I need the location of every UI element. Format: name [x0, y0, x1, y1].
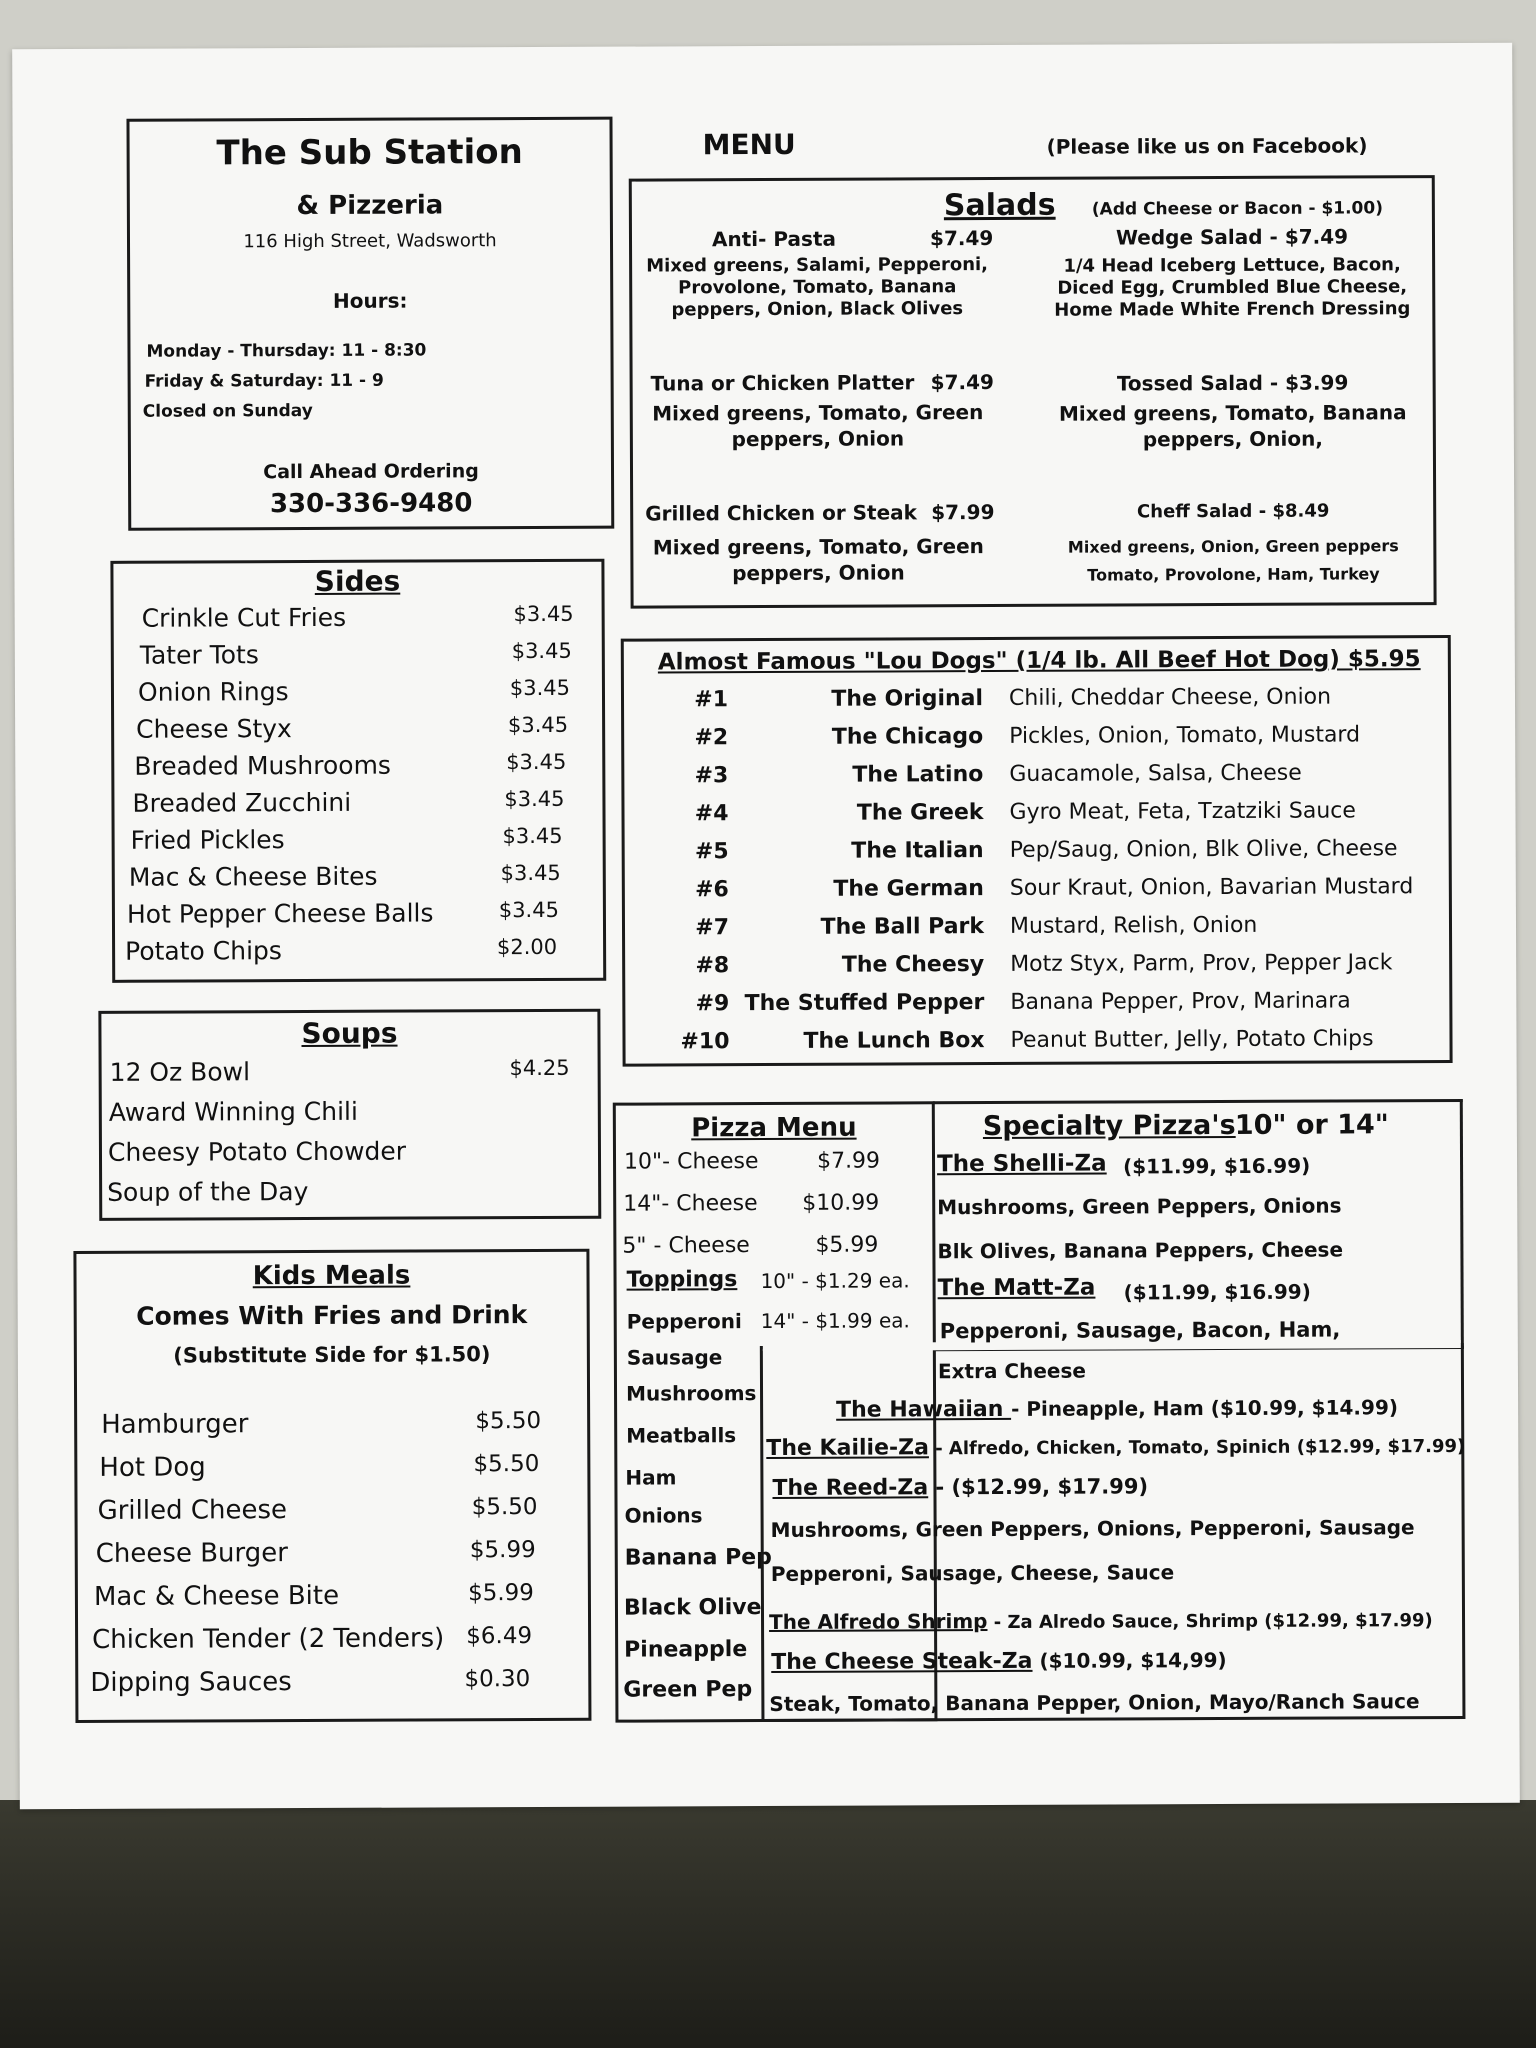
tuna-price: $7.49	[930, 370, 994, 395]
soup-item	[110, 1056, 570, 1087]
restaurant-subtitle: & Pizzeria	[296, 190, 444, 222]
salads-title: Salads	[943, 187, 1056, 224]
lou-dog-num: #1	[694, 687, 729, 713]
kids-meal-item	[96, 1537, 536, 1569]
sides-title: Sides	[314, 564, 401, 598]
toppings-label: Toppings	[626, 1267, 738, 1293]
wedge-name: Wedge Salad - $7.49	[1115, 224, 1349, 250]
hawaiian-name: The Hawaiian	[836, 1396, 1012, 1423]
grilled-salad-price: $7.99	[931, 499, 995, 525]
lou-dog-name: The Greek	[856, 800, 984, 826]
cheff-desc-2: Tomato, Provolone, Ham, Turkey	[1087, 564, 1380, 585]
lou-dog-num: #5	[694, 839, 729, 865]
hawaiian-desc: - Pineapple, Ham ($10.99, $14.99)	[1010, 1395, 1399, 1421]
lou-dogs-title: Almost Famous "Lou Dogs" (1/4 lb. All Beef Hot Dog) $5.95	[657, 646, 1421, 676]
side-item-name: Crinkle Cut Fries	[141, 602, 347, 633]
soup-item	[109, 1096, 569, 1127]
side-item-price: $3.45	[507, 712, 569, 738]
cheff-name: Cheff Salad - $8.49	[1136, 500, 1330, 523]
pizza-title: Pizza Menu	[691, 1112, 857, 1144]
shelli-za-name: The Shelli-Za	[936, 1150, 1107, 1178]
side-item	[125, 935, 557, 966]
kids-meal-item-name: Dipping Sauces	[90, 1667, 292, 1698]
hawaiian-line	[836, 1395, 1398, 1422]
topping-price-14: 14" - $1.99 ea.	[760, 1308, 910, 1334]
cheese-steak-za-desc: Steak, Tomato, Banana Pepper, Onion, Mayo/Ranch Sauce	[769, 1689, 1420, 1716]
lou-dog-item	[659, 1026, 1373, 1054]
side-item-price: $3.45	[509, 675, 571, 701]
header-box	[126, 117, 614, 531]
lou-dog-num: #2	[694, 725, 729, 751]
wedge-desc-2: Diced Egg, Crumbled Blue Cheese,	[1057, 276, 1408, 299]
lou-dog-item	[659, 836, 1398, 864]
matt-za-price: ($11.99, $16.99)	[1123, 1279, 1311, 1305]
lou-dog-num: #3	[694, 763, 729, 789]
topping-price-10: 10" - $1.29 ea.	[760, 1268, 910, 1294]
side-item	[131, 824, 563, 855]
side-item-name: Tater Tots	[139, 640, 259, 670]
reed-za-name: The Reed-Za	[772, 1475, 929, 1501]
alfredo-shrimp-name: The Alfredo Shrimp	[768, 1609, 988, 1634]
soup-item	[107, 1176, 567, 1207]
topping-item: Sausage	[626, 1345, 723, 1370]
antipasta-desc-1: Mixed greens, Salami, Pepperoni,	[646, 254, 989, 277]
pizza-size-item	[622, 1233, 878, 1259]
kids-meal-item	[97, 1494, 537, 1526]
pizza-size-item-price: $5.99	[815, 1232, 879, 1258]
lou-dog-name: The Ball Park	[820, 914, 985, 940]
lou-dog-item	[659, 913, 1257, 941]
kailie-za-name: The Kailie-Za	[766, 1435, 929, 1462]
side-item-name: Cheese Styx	[136, 714, 292, 744]
pizza-size-item-name: 10"- Cheese	[623, 1149, 759, 1175]
specialty-title: Specialty Pizza's	[982, 1109, 1236, 1143]
lou-dog-desc: Gyro Meat, Feta, Tzatziki Sauce	[1009, 798, 1356, 825]
side-item	[127, 898, 559, 929]
lou-dog-item	[658, 798, 1356, 826]
shelli-za-desc-2: Blk Olives, Banana Peppers, Cheese	[937, 1237, 1344, 1264]
topping-item: Banana Pep	[624, 1544, 772, 1571]
lou-dog-num: #4	[694, 801, 729, 827]
salads-box	[629, 175, 1437, 609]
lou-dog-item	[658, 761, 1302, 789]
side-item-price: $2.00	[496, 934, 558, 960]
soup-item-name: 12 Oz Bowl	[109, 1057, 251, 1087]
topping-item: Black Olive	[623, 1595, 762, 1621]
lou-dog-name: The Chicago	[831, 724, 984, 750]
kids-meal-item-price: $5.50	[471, 1494, 538, 1521]
soup-item-name: Soup of the Day	[107, 1176, 309, 1207]
side-item-name: Hot Pepper Cheese Balls	[126, 898, 434, 929]
lou-dog-desc: Sour Kraut, Onion, Bavarian Mustard	[1009, 874, 1414, 901]
soup-item-name: Cheesy Potato Chowder	[107, 1136, 407, 1167]
kids-meal-item-price: $5.50	[473, 1450, 540, 1478]
lou-dog-item	[659, 988, 1351, 1016]
topping-item: Mushrooms	[625, 1381, 757, 1406]
cheese-steak-za-price: ($10.99, $14,99)	[1032, 1647, 1227, 1673]
side-item-price: $3.45	[500, 860, 561, 886]
lou-dog-item	[659, 874, 1414, 902]
lou-dog-num: #9	[695, 991, 730, 1017]
sides-box	[110, 559, 606, 983]
lou-dog-desc: Mustard, Relish, Onion	[1009, 912, 1258, 939]
soup-item-name: Award Winning Chili	[108, 1096, 358, 1127]
wedge-desc-1: 1/4 Head Iceberg Lettuce, Bacon,	[1063, 254, 1401, 277]
grilled-salad-desc-1: Mixed greens, Tomato, Green	[652, 534, 984, 560]
facebook-note: (Please like us on Facebook)	[1046, 133, 1368, 159]
pizza-size-item-name: 5" - Cheese	[622, 1233, 750, 1259]
wedge-desc-3: Home Made White French Dressing	[1054, 298, 1411, 321]
menu-sheet	[12, 43, 1520, 1810]
phone-number[interactable]: 330-336-9480	[269, 488, 473, 520]
lou-dog-name: The Lunch Box	[803, 1028, 985, 1054]
side-item	[134, 750, 566, 781]
lou-dog-num: #6	[695, 877, 729, 903]
side-item-price: $3.45	[513, 601, 574, 627]
kailie-line	[766, 1433, 1465, 1461]
shelli-za-desc-1: Mushrooms, Green Peppers, Onions	[937, 1193, 1342, 1220]
side-item-price: $3.45	[502, 823, 563, 849]
kids-meal-item-name: Mac & Cheese Bite	[93, 1580, 340, 1612]
lou-dog-desc: Pep/Saug, Onion, Blk Olive, Cheese	[1009, 836, 1398, 863]
lou-dog-item	[659, 950, 1392, 978]
lou-dog-name: The Stuffed Pepper	[744, 990, 985, 1017]
pizza-size-item-price: $10.99	[802, 1190, 880, 1216]
kids-meal-item-name: Hamburger	[101, 1409, 249, 1440]
kids-meal-item	[90, 1666, 530, 1698]
hours-label: Hours:	[332, 288, 408, 313]
side-item-price: $3.45	[498, 897, 559, 923]
reed-line	[772, 1474, 1148, 1501]
kids-meal-item	[94, 1580, 534, 1612]
antipasta-desc-2: Provolone, Tomato, Banana	[678, 276, 957, 299]
cheese-steak-za-name: The Cheese Steak-Za	[771, 1648, 1033, 1675]
side-item	[136, 713, 568, 744]
side-item	[142, 602, 574, 633]
kids-meal-item-price: $0.30	[464, 1666, 531, 1693]
side-item-name: Onion Rings	[137, 677, 289, 707]
side-item	[132, 787, 564, 818]
lou-dog-desc: Chili, Cheddar Cheese, Onion	[1008, 684, 1332, 711]
alfredo-line	[769, 1607, 1433, 1634]
tuna-desc-1: Mixed greens, Tomato, Green	[652, 400, 984, 426]
topping-item: Meatballs	[626, 1423, 737, 1448]
kids-meal-item	[92, 1623, 532, 1655]
soups-title: Soups	[301, 1016, 398, 1051]
lou-dog-name: The Italian	[851, 838, 984, 864]
side-item	[138, 676, 570, 707]
lou-dogs-box	[621, 635, 1453, 1067]
salads-note: (Add Cheese or Bacon - $1.00)	[1091, 198, 1384, 220]
hours-weekday: Monday - Thursday: 11 - 8:30	[146, 340, 427, 362]
matt-za-desc-2: Extra Cheese	[937, 1358, 1086, 1384]
grilled-salad-name: Grilled Chicken or Steak	[645, 500, 917, 526]
grilled-salad-desc-2: peppers, Onion	[732, 560, 905, 586]
side-item-name: Fried Pickles	[130, 825, 285, 855]
kids-meal-item-name: Cheese Burger	[95, 1538, 288, 1569]
pizza-size-item	[623, 1191, 879, 1217]
kids-meal-item-name: Grilled Cheese	[97, 1495, 288, 1526]
alfredo-shrimp-desc: - Za Alredo Sauce, Shrimp ($12.99, $17.99)	[987, 1610, 1433, 1634]
side-item-name: Potato Chips	[125, 936, 282, 966]
lou-dog-name: The Original	[831, 686, 984, 712]
lou-dog-desc: Pickles, Onion, Tomato, Mustard	[1009, 722, 1361, 749]
lou-dog-desc: Motz Styx, Parm, Prov, Pepper Jack	[1010, 950, 1393, 977]
side-item-name: Breaded Zucchini	[132, 787, 352, 818]
topping-item: Ham	[625, 1465, 677, 1490]
side-item-price: $3.45	[511, 638, 572, 664]
kids-note: (Substitute Side for $1.50)	[173, 1342, 491, 1368]
hours-closed: Closed on Sunday	[142, 400, 313, 422]
lou-dog-num: #8	[695, 953, 730, 979]
side-item-price: $3.45	[504, 786, 565, 812]
lou-dog-num: #7	[695, 915, 730, 941]
pizza-size-item-name: 14"- Cheese	[623, 1191, 758, 1217]
kids-title: Kids Meals	[252, 1260, 411, 1292]
lou-dog-name: The Latino	[852, 762, 984, 788]
lou-dog-item	[658, 722, 1360, 750]
antipasta-name: Anti- Pasta	[711, 226, 837, 252]
kailie-za-desc: - Alfredo, Chicken, Tomato, Spinich ($12.99, $17.99)	[928, 1435, 1466, 1460]
side-item-name: Breaded Mushrooms	[134, 750, 391, 781]
kids-subtitle: Comes With Fries and Drink	[136, 1300, 528, 1331]
pizza-size-item	[624, 1149, 880, 1175]
soup-item	[108, 1136, 568, 1167]
lou-dog-desc: Guacamole, Salsa, Cheese	[1009, 760, 1302, 787]
kids-meal-item-name: Hot Dog	[99, 1452, 206, 1483]
pizza-size-item-price: $7.99	[816, 1148, 881, 1174]
tossed-name: Tossed Salad - $3.99	[1116, 370, 1349, 396]
lou-dog-desc: Peanut Butter, Jelly, Potato Chips	[1010, 1026, 1374, 1053]
shelli-za-price: ($11.99, $16.99)	[1123, 1153, 1311, 1179]
topping-item: Pineapple	[624, 1637, 748, 1663]
matt-za-desc-1: Pepperoni, Sausage, Bacon, Ham,	[939, 1317, 1341, 1344]
menu-label: MENU	[702, 127, 796, 162]
topping-item: Onions	[624, 1503, 703, 1528]
kids-meals-box	[73, 1249, 591, 1723]
lou-dog-num: #10	[680, 1029, 730, 1055]
lou-dog-name: The Cheesy	[841, 952, 985, 978]
cheff-desc-1: Mixed greens, Onion, Green peppers	[1067, 536, 1399, 557]
reed-za-desc-1: Mushrooms, Green Peppers, Onions, Pepperoni, Sausage	[770, 1515, 1415, 1542]
floor-background	[0, 1800, 1536, 2048]
antipasta-price: $7.49	[929, 226, 994, 251]
lou-dog-name: The German	[833, 876, 984, 902]
reed-za-price: - ($12.99, $17.99)	[928, 1474, 1149, 1500]
topping-item: Pepperoni	[626, 1309, 742, 1334]
antipasta-desc-3: peppers, Onion, Black Olives	[671, 298, 964, 321]
specialty-sizes: 10" or 14"	[1234, 1109, 1389, 1141]
kids-meal-item-price: $5.99	[467, 1580, 534, 1607]
soups-box	[98, 1009, 601, 1221]
kids-meal-item	[99, 1451, 539, 1483]
kids-meal-item-price: $5.50	[475, 1407, 542, 1435]
tossed-desc-2: peppers, Onion,	[1142, 426, 1323, 452]
tuna-desc-2: peppers, Onion	[731, 426, 905, 452]
matt-za-name: The Matt-Za	[937, 1274, 1096, 1302]
tuna-name: Tuna or Chicken Platter	[650, 370, 915, 396]
topping-item: Green Pep	[623, 1677, 753, 1703]
side-item	[129, 861, 561, 892]
address: 116 High Street, Wadsworth	[243, 230, 497, 253]
soup-item-price: $4.25	[509, 1055, 570, 1081]
steak-line	[771, 1648, 1227, 1675]
kids-meal-item-name: Chicken Tender (2 Tenders)	[92, 1623, 445, 1655]
call-ahead-label: Call Ahead Ordering	[263, 460, 479, 484]
kids-meal-item	[101, 1408, 541, 1440]
lou-dog-item	[658, 685, 1331, 713]
hours-weekend: Friday & Saturday: 11 - 9	[144, 370, 384, 392]
reed-za-desc-2: Pepperoni, Sausage, Cheese, Sauce	[770, 1560, 1175, 1586]
lou-dog-desc: Banana Pepper, Prov, Marinara	[1010, 988, 1351, 1015]
kids-meal-item-price: $6.49	[466, 1623, 533, 1650]
side-item-price: $3.45	[506, 749, 567, 775]
tossed-desc-1: Mixed greens, Tomato, Banana	[1058, 400, 1407, 426]
kids-meal-item-price: $5.99	[469, 1537, 536, 1564]
side-item-name: Mac & Cheese Bites	[128, 861, 378, 892]
side-item	[140, 639, 572, 670]
restaurant-title: The Sub Station	[216, 132, 523, 174]
